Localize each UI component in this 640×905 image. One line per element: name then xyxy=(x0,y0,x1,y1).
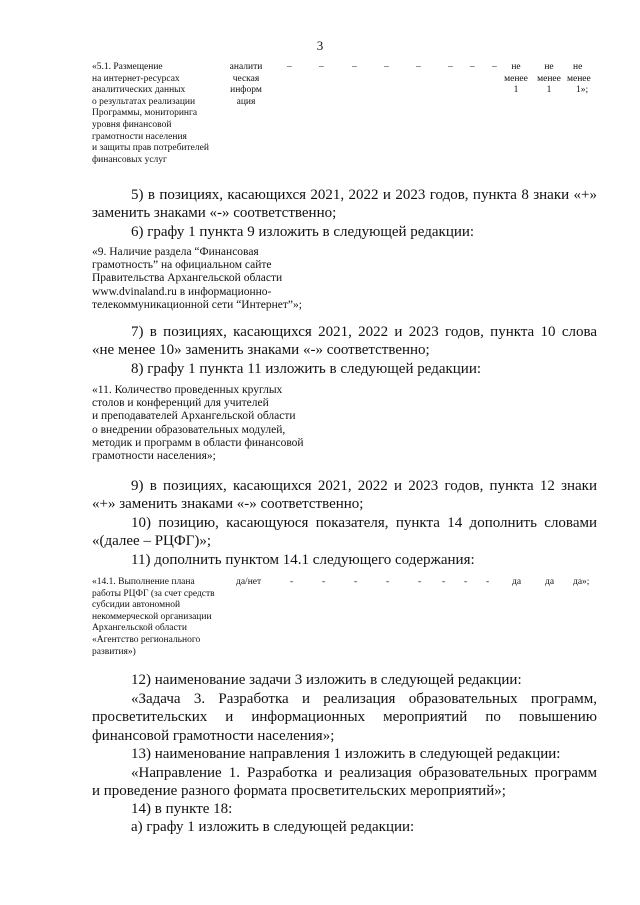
row-5-1-dash: – xyxy=(448,62,453,72)
row-14-1-col-2022: да xyxy=(545,577,555,587)
paragraph-14: 14) в пункте 18: xyxy=(131,801,233,817)
row-14-1-dash: - xyxy=(386,577,390,587)
row-14-1-dash: - xyxy=(354,577,358,587)
row-14-1-col-2021: да xyxy=(512,577,522,587)
row-14-1-dash: - xyxy=(486,577,490,587)
row-14-1-name: «14.1. Выполнение плана работы РЦФГ (за счет средств субсидии автономной некоммерческой организации Архангельской области «Агентство регионального развития») xyxy=(92,577,215,657)
row-5-1-dash: – xyxy=(416,62,421,72)
quote-direction-1: «Направление 1. Разработка и реализация образовательных программ и проведение разного формата просветительских мероприятий»; xyxy=(92,765,597,800)
paragraph-7: 7) в позициях, касающихся 2021, 2022 и 2023 годов, пункта 10 слова «не менее 10» заменить знаками «-» соответственно; xyxy=(92,324,597,359)
row-14-1-dash: - xyxy=(464,577,468,587)
row-14-1-dash: - xyxy=(322,577,326,587)
row-5-1-dash: – xyxy=(470,62,475,72)
paragraph-9: 9) в позициях, касающихся 2021, 2022 и 2023 годов, пункта 12 знаки «+» заменить знаками «-» соответственно; xyxy=(92,478,597,513)
row-5-1-col-2022: не менее 1 xyxy=(537,62,561,96)
row-5-1-dash: – xyxy=(492,62,497,72)
row-14-1-unit: да/нет xyxy=(236,577,262,587)
row-14-1-col-2023: да»; xyxy=(573,577,590,587)
page-number: 3 xyxy=(316,38,324,53)
paragraph-14a: а) графу 1 изложить в следующей редакции: xyxy=(131,819,415,835)
quote-task-3: «Задача 3. Разработка и реализация образовательных программ, просветительских и информационных мероприятий по повышению финансовой грамотности населения»; xyxy=(92,691,597,744)
row-5-1-dash: – xyxy=(384,62,389,72)
row-5-1-col-2021: не менее 1 xyxy=(504,62,528,96)
paragraph-10: 10) позицию, касающуюся показателя, пункта 14 дополнить словами «(далее – РЦФГ)»; xyxy=(92,515,597,550)
paragraph-6: 6) графу 1 пункта 9 изложить в следующей редакции: xyxy=(131,224,475,240)
row-14-1-dash: - xyxy=(418,577,422,587)
row-14-1-dash: - xyxy=(442,577,446,587)
paragraph-8: 8) графу 1 пункта 11 изложить в следующей редакции: xyxy=(131,361,482,377)
row-5-1-dash: – xyxy=(319,62,324,72)
row-5-1-name: «5.1. Размещение на интернет-ресурсах аналитических данных о результатах реализации Программы, мониторинга уровня финансовой грамотности населения и защиты прав потребителей финансовых услуг xyxy=(92,62,209,165)
row-5-1-col-2023: не менее 1»; xyxy=(567,62,591,96)
quote-item-9: «9. Наличие раздела “Финансовая грамотность” на официальном сайте Правительства Архангельской области www.dvinaland.ru в информационно- телекоммуникационной сети “Интернет”»; xyxy=(92,246,302,311)
row-5-1-dash: – xyxy=(287,62,292,72)
row-14-1-dash: - xyxy=(290,577,294,587)
quote-item-11: «11. Количество проведенных круглых столов и конференций для учителей и преподавателей Архангельской области о внедрении образовательных модулей, методик и программ в области финансовой грамотности населения»; xyxy=(92,384,304,463)
row-5-1-dash: – xyxy=(352,62,357,72)
row-5-1-unit: аналити ческая информ ация xyxy=(229,62,263,107)
paragraph-12: 12) наименование задачи 3 изложить в следующей редакции: xyxy=(131,672,522,688)
paragraph-5: 5) в позициях, касающихся 2021, 2022 и 2023 годов, пункта 8 знаки «+» заменить знаками «-» соответственно; xyxy=(92,187,597,222)
paragraph-11: 11) дополнить пунктом 14.1 следующего содержания: xyxy=(131,552,475,568)
paragraph-13: 13) наименование направления 1 изложить в следующей редакции: xyxy=(131,746,561,762)
